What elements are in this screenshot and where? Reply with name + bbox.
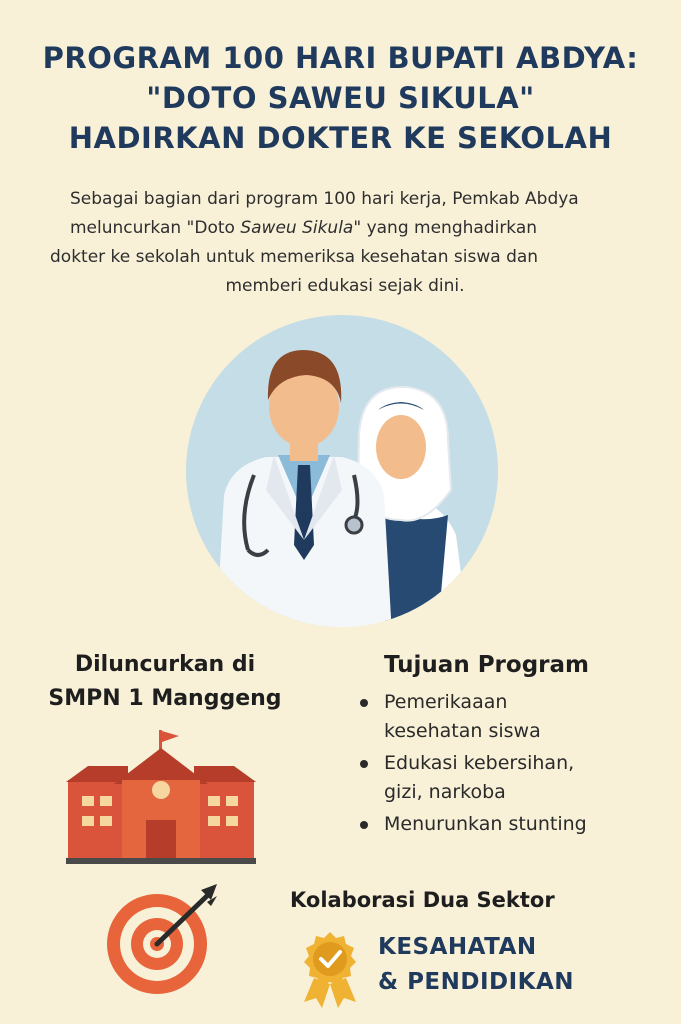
page-title: [0, 38, 681, 158]
intro-line-4: memberi edukasi sejak dini.: [225, 276, 465, 296]
launch-line-1: Diluncurkan di: [74, 652, 256, 677]
title-line-1: PROGRAM 100 HARI BUPATI ABDYA:: [42, 41, 639, 75]
doctor-and-teacher-illustration: [186, 315, 498, 627]
intro-line-2-italic: Saweu Sikula: [240, 218, 354, 238]
collaboration-heading: Kolaborasi Dua Sektor: [290, 888, 555, 912]
title-line-2: "DOTO SAWEU SIKULA": [146, 81, 535, 115]
award-badge-icon: [300, 930, 360, 1008]
intro-line-2-pre: meluncurkan "Doto: [70, 218, 241, 238]
intro-line-1: Sebagai bagian dari program 100 hari kerja, Pemkab Abdya: [70, 189, 579, 209]
intro-line-2: [50, 214, 640, 243]
goal-item: Pemerikaaan kesehatan siswa: [352, 688, 662, 746]
goals-heading: Tujuan Program: [384, 652, 589, 678]
school-building-icon: [66, 728, 256, 868]
sector-line-1: KESAHATAN: [378, 934, 537, 960]
intro-line-3: dokter ke sekolah untuk memeriksa kesehatan siswa dan: [50, 247, 539, 267]
intro-line-2-post: " yang menghadirkan: [353, 218, 538, 238]
collaboration-sectors: [378, 930, 574, 1000]
goals-list: [352, 688, 662, 842]
launch-location: [30, 648, 300, 716]
goal-item: Edukasi kebersihan, gizi, narkoba: [352, 749, 662, 807]
goal-item: Menurunkan stunting: [352, 810, 662, 839]
launch-line-2: SMPN 1 Manggeng: [48, 686, 282, 711]
intro-paragraph: [50, 185, 640, 301]
title-line-3: HADIRKAN DOKTER KE SEKOLAH: [68, 121, 613, 155]
target-arrow-icon: [105, 882, 220, 997]
sector-line-2: & PENDIDIKAN: [378, 969, 575, 995]
